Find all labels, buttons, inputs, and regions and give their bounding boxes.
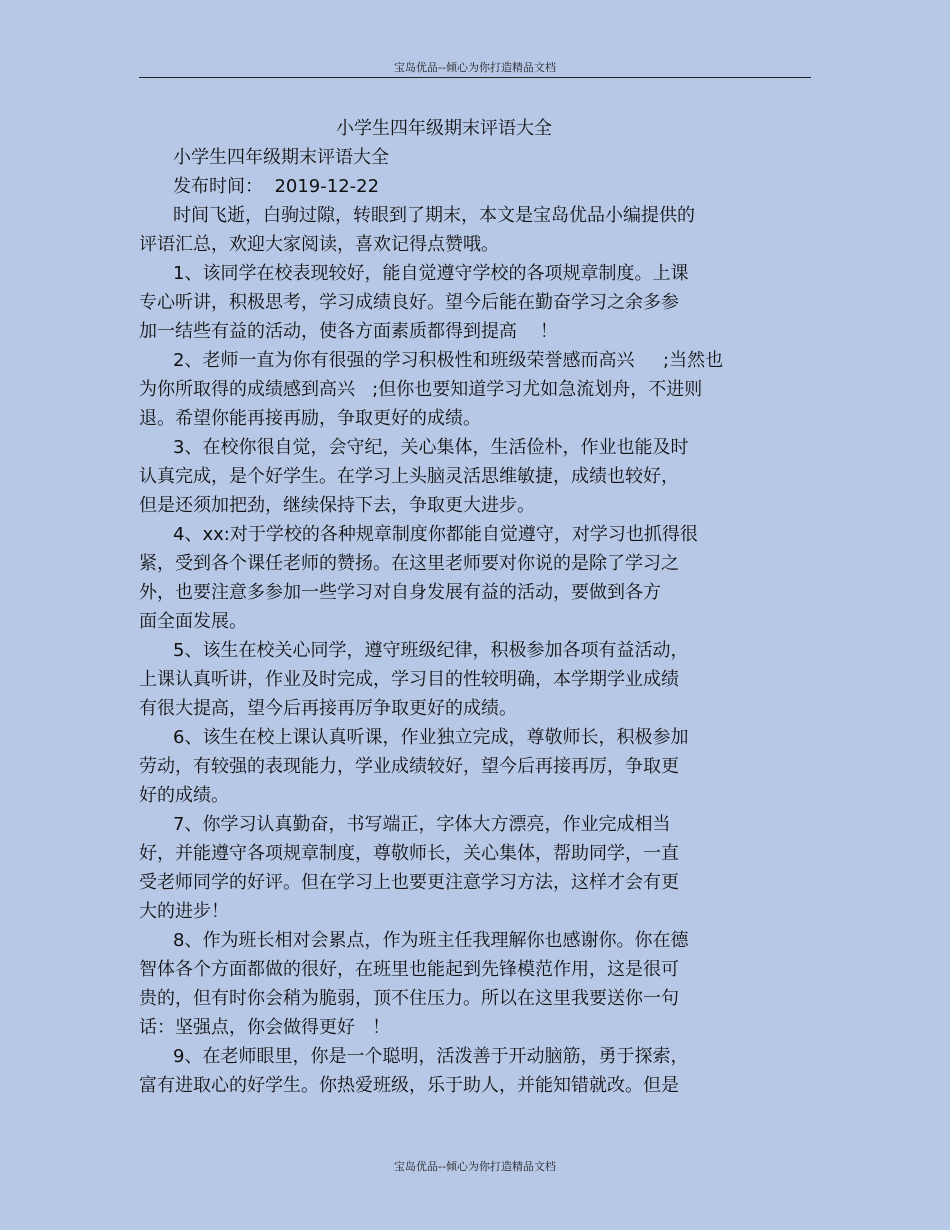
text-line: 外，也要注意多参加一些学习对自身发展有益的活动，要做到各方	[139, 582, 661, 603]
text-line: 退。希望你能再接再励，争取更好的成绩。	[139, 408, 481, 429]
document-lines	[139, 143, 799, 1100]
text-line: 评语汇总，欢迎大家阅读，喜欢记得点赞哦。	[139, 234, 499, 255]
document-body	[139, 114, 799, 1100]
text-line: 富有进取心的好学生。你热爱班级，乐于助人，并能知错就改。但是	[139, 1075, 679, 1096]
text-line: 劳动，有较强的表现能力，学业成绩较好，望今后再接再厉，争取更	[139, 756, 679, 777]
text-line: 话：坚强点，你会做得更好 ！	[139, 1017, 391, 1038]
text-line: 有很大提高，望今后再接再厉争取更好的成绩。	[139, 698, 517, 719]
header-divider	[139, 77, 811, 78]
document-title: 小学生四年级期末评语大全	[336, 118, 552, 139]
text-line: 受老师同学的好评。但在学习上也要更注意学习方法，这样才会有更	[139, 872, 679, 893]
text-line: 7、你学习认真勤奋，书写端正，字体大方漂亮，作业完成相当	[173, 814, 671, 835]
text-line: 3、在校你很自觉，会守纪，关心集体，生活俭朴，作业也能及时	[173, 437, 689, 458]
text-line: 6、该生在校上课认真听课，作业独立完成，尊敬师长，积极参加	[173, 727, 689, 748]
page-footer: 宝岛优品--倾心为你打造精品文档	[394, 1160, 556, 1173]
text-line: 专心听讲，积极思考，学习成绩良好。望今后能在勤奋学习之余多参	[139, 292, 679, 313]
text-line: 2、老师一直为你有很强的学习积极性和班级荣誉感而高兴 ;当然也	[173, 350, 724, 371]
text-line: 上课认真听讲，作业及时完成，学习目的性较明确，本学期学业成绩	[139, 669, 679, 690]
page-header: 宝岛优品--倾心为你打造精品文档	[394, 61, 556, 74]
text-line: 1、该同学在校表现较好，能自觉遵守学校的各项规章制度。上课	[173, 263, 689, 284]
text-line: 贵的，但有时你会稍为脆弱，顶不住压力。所以在这里我要送你一句	[139, 988, 679, 1009]
text-line: 紧，受到各个课任老师的赞扬。在这里老师要对你说的是除了学习之	[139, 553, 679, 574]
text-line: 9、在老师眼里，你是一个聪明，活泼善于开动脑筋，勇于探索，	[173, 1046, 689, 1067]
text-line: 发布时间： 2019-12-22	[173, 176, 380, 197]
text-line: 大的进步！	[139, 901, 229, 922]
text-line: 5、该生在校关心同学，遵守班级纪律，积极参加各项有益活动，	[173, 640, 689, 661]
text-line: 好，并能遵守各项规章制度，尊敬师长，关心集体，帮助同学，一直	[139, 843, 679, 864]
text-line: 8、作为班长相对会累点，作为班主任我理解你也感谢你。你在德	[173, 930, 689, 951]
text-line: 智体各个方面都做的很好，在班里也能起到先锋模范作用，这是很可	[139, 959, 679, 980]
text-line: 好的成绩。	[139, 785, 229, 806]
text-line: 时间飞逝，白驹过隙，转眼到了期末，本文是宝岛优品小编提供的	[173, 205, 695, 226]
text-line: 面全面发展。	[139, 611, 247, 632]
text-line: 加一结些有益的活动，使各方面素质都得到提高 ！	[139, 321, 558, 342]
text-line: 小学生四年级期末评语大全	[173, 147, 389, 168]
text-line: 为你所取得的成绩感到高兴 ;但你也要知道学习尤如急流划舟，不进则	[139, 379, 703, 400]
text-line: 但是还须加把劲，继续保持下去，争取更大进步。	[139, 495, 535, 516]
text-line: 认真完成，是个好学生。在学习上头脑灵活思维敏捷，成绩也较好，	[139, 466, 679, 487]
text-line: 4、xx:对于学校的各种规章制度你都能自觉遵守，对学习也抓得很	[173, 524, 698, 545]
